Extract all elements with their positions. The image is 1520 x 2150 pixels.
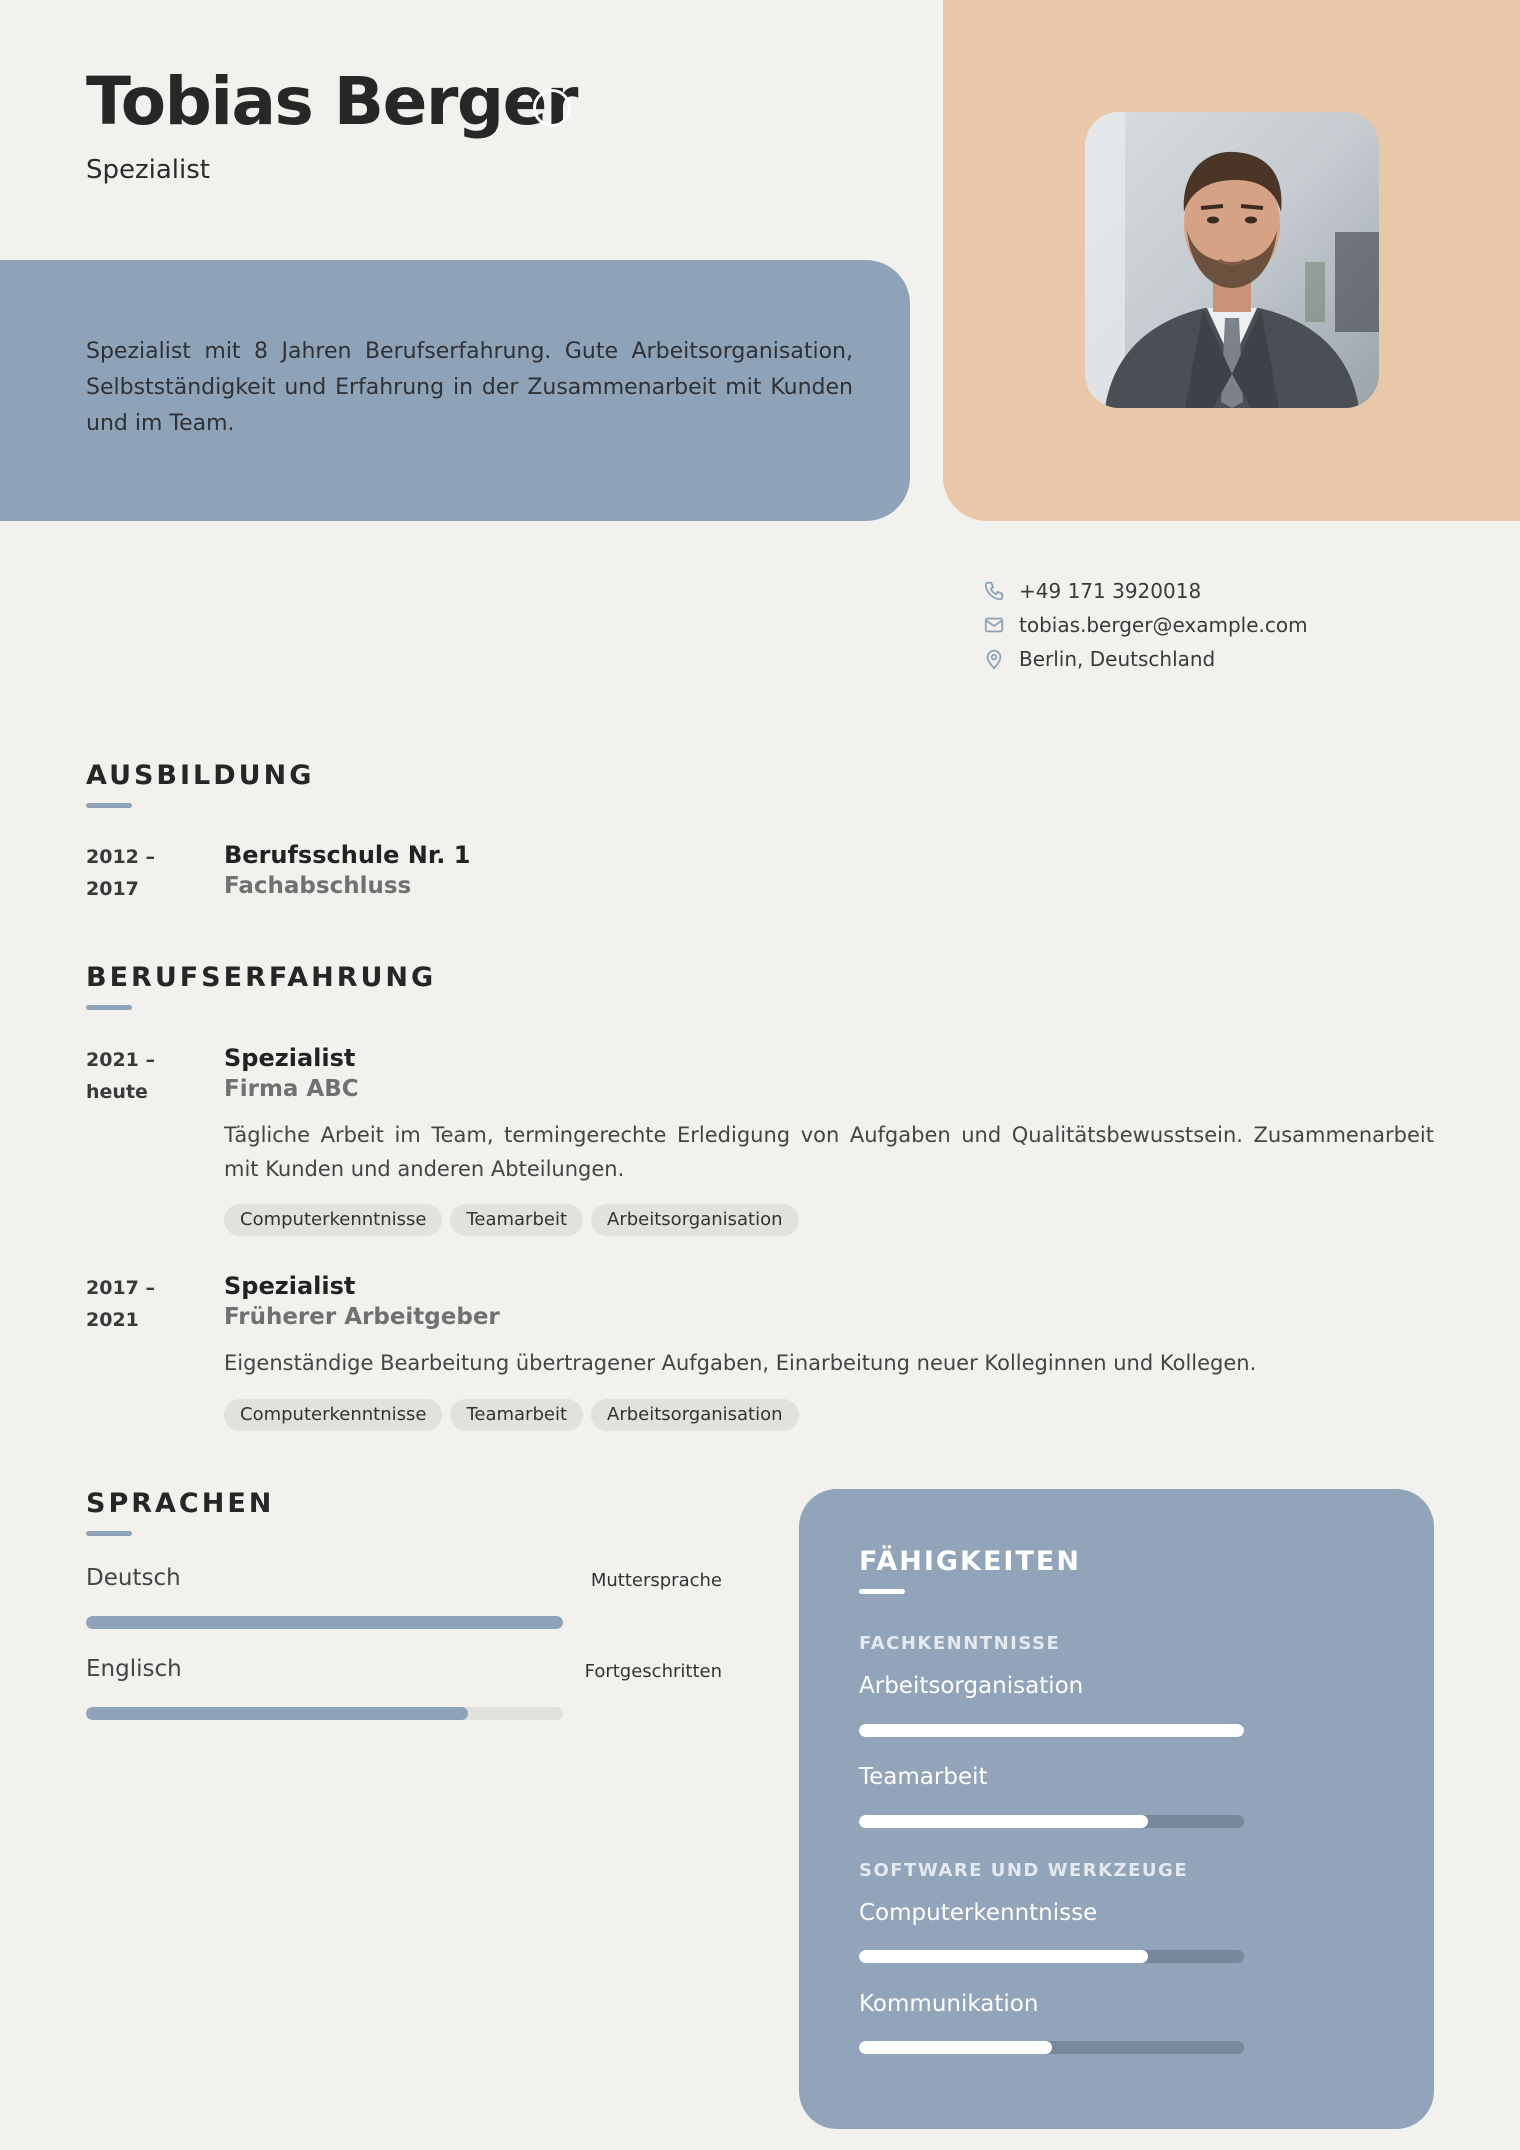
skill-bar-fill <box>859 1815 1148 1828</box>
section-divider <box>86 1531 132 1536</box>
job-company: Firma ABC <box>224 1076 359 1102</box>
location-pin-icon <box>983 648 1005 670</box>
job-tags <box>224 1204 799 1236</box>
date-end: 2021 <box>86 1309 139 1331</box>
skill-name: Computerkenntnisse <box>859 1900 1098 1926</box>
education-school: Berufsschule Nr. 1 <box>224 841 471 869</box>
skill-bar-fill <box>859 2041 1052 2054</box>
section-divider <box>86 803 132 808</box>
skill-tag: Teamarbeit <box>450 1204 583 1236</box>
skills-panel <box>799 1489 1434 2129</box>
job-description: Tägliche Arbeit im Team, termingerechte Erledigung von Aufgaben und Qualitätsbewusstsein. Zusammenarbeit mit Kunden und anderen Abteilungen. <box>224 1123 1434 1181</box>
skill-tag: Computerkenntnisse <box>224 1204 442 1236</box>
languages-heading: SPRACHEN <box>86 1488 275 1519</box>
skill-bar <box>859 1724 1244 1737</box>
location-text: Berlin, Deutschland <box>1019 647 1216 671</box>
skill-tag: Arbeitsorganisation <box>591 1204 799 1236</box>
section-divider <box>859 1589 905 1594</box>
job-tags <box>224 1399 799 1431</box>
date-start: 2021 – <box>86 1049 155 1071</box>
skill-name: Arbeitsorganisation <box>859 1673 1084 1699</box>
skill-bar-fill <box>859 1724 1244 1737</box>
date-end: 2017 <box>86 878 139 900</box>
phone-icon <box>983 580 1005 602</box>
language-name: Deutsch <box>86 1565 181 1591</box>
language-level: Muttersprache <box>590 1570 722 1591</box>
skill-name: Teamarbeit <box>859 1764 988 1790</box>
decorative-circle <box>533 89 571 127</box>
job-description: Eigenständige Bearbeitung übertragener Aufgaben, Einarbeitung neuer Kolleginnen und Kollegen. <box>224 1351 1257 1375</box>
experience-date <box>86 1272 155 1336</box>
email-text: tobias.berger@example.com <box>1019 613 1308 637</box>
contact-phone[interactable] <box>983 577 1201 605</box>
phone-text: +49 171 3920018 <box>1019 579 1202 603</box>
experience-date <box>86 1044 155 1108</box>
contact-location <box>983 645 1215 673</box>
skill-bar <box>859 1815 1244 1828</box>
language-level: Fortgeschritten <box>584 1661 722 1682</box>
education-degree: Fachabschluss <box>224 873 412 899</box>
job-position: Spezialist <box>224 1272 356 1300</box>
summary-text: Spezialist mit 8 Jahren Berufserfahrung. Gute Arbeitsorganisation, Selbstständigkeit und Erfahrung in der Zusammenarbeit mit Kunden und im Team. <box>86 339 853 436</box>
language-name: Englisch <box>86 1656 182 1682</box>
language-bar-fill <box>86 1707 468 1720</box>
skill-name: Kommunikation <box>859 1991 1039 2017</box>
education-heading: AUSBILDUNG <box>86 760 315 791</box>
skill-bar <box>859 2041 1244 2054</box>
language-bar <box>86 1707 563 1720</box>
date-start: 2012 – <box>86 846 155 868</box>
skill-tag: Arbeitsorganisation <box>591 1399 799 1431</box>
skill-bar-fill <box>859 1950 1148 1963</box>
job-position: Spezialist <box>224 1044 356 1072</box>
language-bar-fill <box>86 1616 563 1629</box>
skills-heading: FÄHIGKEITEN <box>859 1546 1081 1577</box>
section-divider <box>86 1005 132 1010</box>
contact-email[interactable] <box>983 611 1308 639</box>
skill-tag: Computerkenntnisse <box>224 1399 442 1431</box>
profile-photo <box>1085 112 1379 408</box>
education-date <box>86 841 155 905</box>
candidate-name: Tobias Berger <box>86 63 577 140</box>
experience-heading: BERUFSERFAHRUNG <box>86 962 437 993</box>
job-company: Früherer Arbeitgeber <box>224 1304 500 1330</box>
language-bar <box>86 1616 563 1629</box>
skill-tag: Teamarbeit <box>450 1399 583 1431</box>
date-end: heute <box>86 1081 148 1103</box>
skill-group-title: FACHKENNTNISSE <box>859 1633 1061 1654</box>
skill-bar <box>859 1950 1244 1963</box>
job-title: Spezialist <box>86 155 210 185</box>
skill-group-title: SOFTWARE UND WERKZEUGE <box>859 1860 1189 1881</box>
date-start: 2017 – <box>86 1277 155 1299</box>
mail-icon <box>983 614 1005 636</box>
